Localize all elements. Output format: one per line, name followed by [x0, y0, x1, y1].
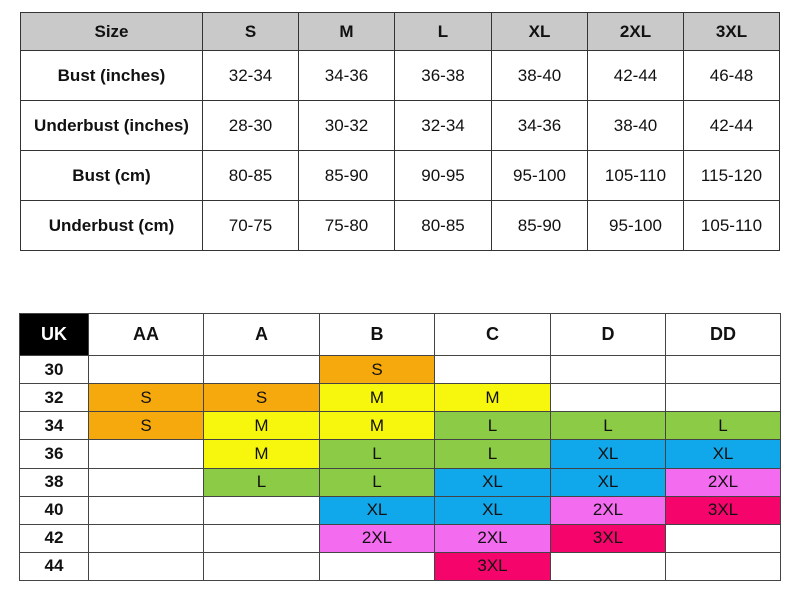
size-cell: XL [551, 440, 666, 468]
table-cell: 38-40 [588, 101, 684, 151]
size-cell [89, 356, 204, 384]
size-chart-table [20, 12, 780, 251]
size-cell: L [666, 412, 781, 440]
header-cell: Size [21, 13, 203, 51]
cup-header-cell: DD [666, 314, 781, 356]
table-row [20, 496, 781, 524]
size-cell: L [551, 412, 666, 440]
table-cell: 28-30 [203, 101, 299, 151]
size-cell: M [435, 384, 551, 412]
cup-header-cell: D [551, 314, 666, 356]
size-cell: S [89, 412, 204, 440]
table-cell: 36-38 [395, 51, 492, 101]
size-cell: 2XL [435, 524, 551, 552]
table-row [21, 101, 780, 151]
size-cell [89, 496, 204, 524]
table-row [20, 412, 781, 440]
size-cell: XL [435, 496, 551, 524]
size-cell: XL [435, 468, 551, 496]
table-cell: 75-80 [299, 201, 395, 251]
size-cell: M [320, 384, 435, 412]
size-chart-header-row [21, 13, 780, 51]
size-cell: XL [551, 468, 666, 496]
cup-header-cell: B [320, 314, 435, 356]
cup-header-cell: C [435, 314, 551, 356]
band-size-label: 32 [20, 384, 89, 412]
size-cell: XL [320, 496, 435, 524]
size-cell: S [89, 384, 204, 412]
table-cell: 105-110 [684, 201, 780, 251]
table-row [21, 151, 780, 201]
cup-header-cell: A [204, 314, 320, 356]
band-size-label: 34 [20, 412, 89, 440]
size-cell [435, 356, 551, 384]
table-cell: 34-36 [492, 101, 588, 151]
band-size-label: 40 [20, 496, 89, 524]
table-cell: 95-100 [492, 151, 588, 201]
size-cell [551, 552, 666, 580]
size-cell [666, 552, 781, 580]
uk-corner-cell: UK [20, 314, 89, 356]
row-label: Bust (inches) [21, 51, 203, 101]
uk-cup-size-table [19, 313, 781, 581]
size-cell: M [320, 412, 435, 440]
size-cell [89, 524, 204, 552]
table-row [20, 384, 781, 412]
band-size-label: 44 [20, 552, 89, 580]
table-row [20, 440, 781, 468]
table-cell: 80-85 [395, 201, 492, 251]
size-cell: M [204, 440, 320, 468]
table-cell: 30-32 [299, 101, 395, 151]
size-cell: XL [666, 440, 781, 468]
size-cell: 2XL [551, 496, 666, 524]
size-cell: L [204, 468, 320, 496]
size-cell [666, 384, 781, 412]
size-cell: S [320, 356, 435, 384]
table-cell: 80-85 [203, 151, 299, 201]
header-cell: XL [492, 13, 588, 51]
header-cell: L [395, 13, 492, 51]
size-cell [204, 552, 320, 580]
header-cell: 2XL [588, 13, 684, 51]
table-cell: 42-44 [684, 101, 780, 151]
size-cell: 2XL [320, 524, 435, 552]
size-cell [666, 524, 781, 552]
header-cell: M [299, 13, 395, 51]
header-cell: S [203, 13, 299, 51]
size-cell [204, 356, 320, 384]
size-cell: S [204, 384, 320, 412]
size-cell [666, 356, 781, 384]
table-cell: 105-110 [588, 151, 684, 201]
band-size-label: 38 [20, 468, 89, 496]
table-cell: 70-75 [203, 201, 299, 251]
table-cell: 38-40 [492, 51, 588, 101]
size-cell [551, 384, 666, 412]
table-cell: 90-95 [395, 151, 492, 201]
table-row [20, 468, 781, 496]
table-cell: 32-34 [203, 51, 299, 101]
table-row [21, 201, 780, 251]
table-cell: 115-120 [684, 151, 780, 201]
table-row [20, 552, 781, 580]
size-cell [551, 356, 666, 384]
row-label: Bust (cm) [21, 151, 203, 201]
table-cell: 32-34 [395, 101, 492, 151]
band-size-label: 30 [20, 356, 89, 384]
table-cell: 46-48 [684, 51, 780, 101]
band-size-label: 42 [20, 524, 89, 552]
size-cell: 3XL [666, 496, 781, 524]
table-cell: 95-100 [588, 201, 684, 251]
size-cell [89, 440, 204, 468]
table-row [21, 51, 780, 101]
size-cell: L [320, 440, 435, 468]
table-cell: 34-36 [299, 51, 395, 101]
size-cell [204, 524, 320, 552]
size-cell [89, 552, 204, 580]
table-row [20, 356, 781, 384]
header-cell: 3XL [684, 13, 780, 51]
uk-chart-header-row [20, 314, 781, 356]
table-row [20, 524, 781, 552]
size-cell [204, 496, 320, 524]
table-cell: 85-90 [299, 151, 395, 201]
table-cell: 42-44 [588, 51, 684, 101]
table-cell: 85-90 [492, 201, 588, 251]
size-cell: 3XL [551, 524, 666, 552]
size-cell [320, 552, 435, 580]
size-cell: 2XL [666, 468, 781, 496]
size-cell: 3XL [435, 552, 551, 580]
size-cell: L [435, 412, 551, 440]
row-label: Underbust (inches) [21, 101, 203, 151]
size-cell: L [435, 440, 551, 468]
cup-header-cell: AA [89, 314, 204, 356]
size-cell [89, 468, 204, 496]
band-size-label: 36 [20, 440, 89, 468]
size-cell: M [204, 412, 320, 440]
size-cell: L [320, 468, 435, 496]
row-label: Underbust (cm) [21, 201, 203, 251]
